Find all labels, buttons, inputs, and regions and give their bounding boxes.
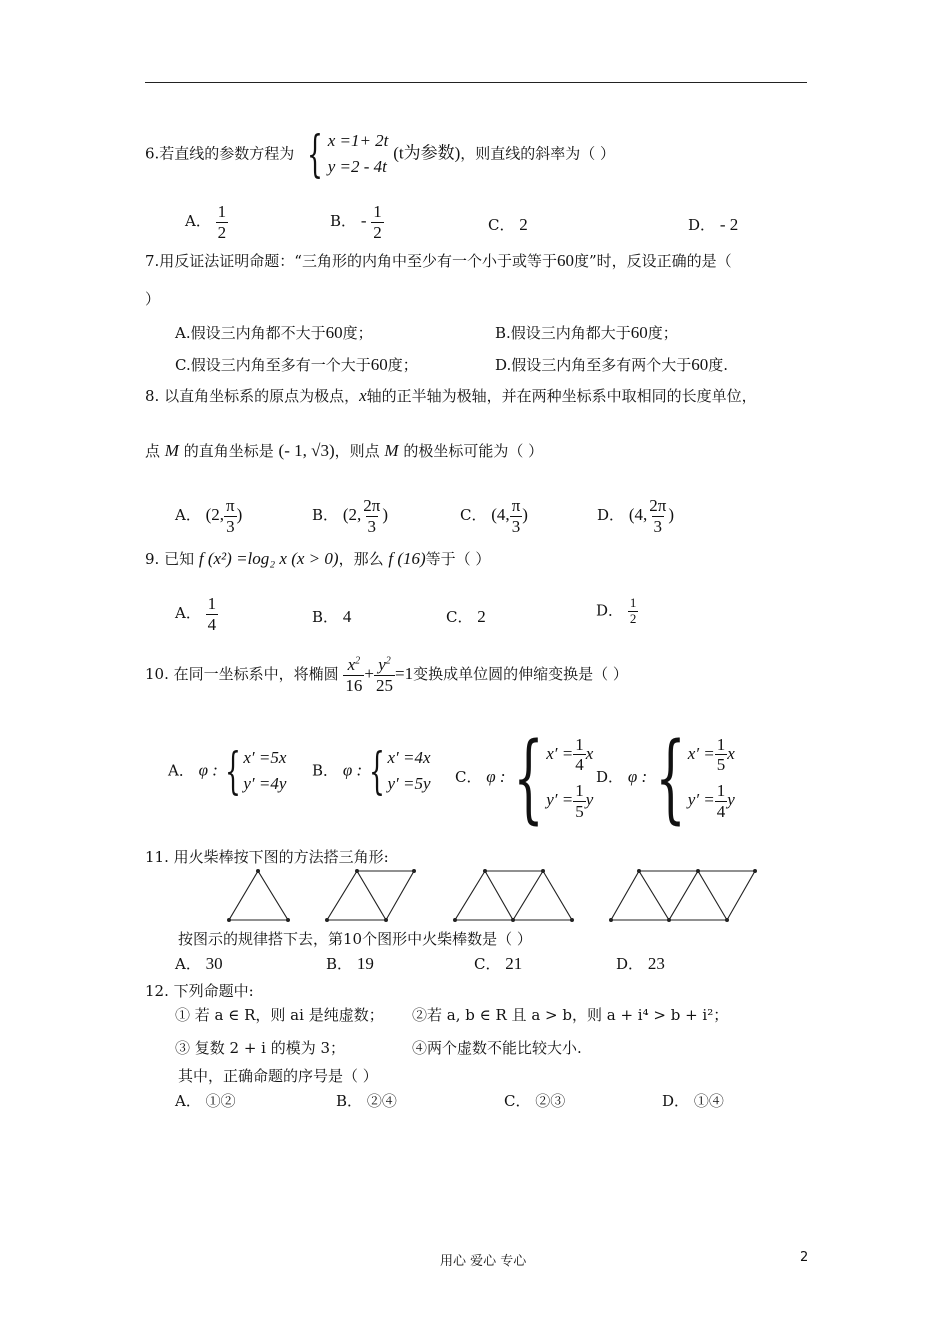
q10-a-phi: φ : bbox=[198, 760, 218, 780]
q10-y2: $y^2$ bbox=[378, 655, 391, 674]
q8-a-pre: (2, bbox=[205, 505, 225, 525]
q8-line2c: ，则点 bbox=[334, 442, 380, 460]
q12-a-letter: A． bbox=[175, 1092, 201, 1110]
q7-b-pre: B.假设三内角都大于 bbox=[495, 324, 631, 342]
q9-a-den: 4 bbox=[207, 614, 217, 634]
q6-b-letter: B． bbox=[330, 212, 357, 231]
q12-a-value: ①② bbox=[205, 1092, 236, 1110]
q7-d-post: 度. bbox=[708, 356, 729, 374]
q6-brace: { bbox=[307, 125, 323, 184]
q8-M: M bbox=[164, 441, 179, 460]
q9-c-value: 2 bbox=[477, 607, 486, 626]
q7-c-pre: C.假设三内角至多有一个大于 bbox=[175, 356, 371, 374]
q8-d-den: 3 bbox=[653, 516, 663, 536]
q8-line1a: 8. 以直角坐标系的原点为极点， bbox=[145, 387, 360, 405]
q12-p3: ③ 复数 2 + i 的模为 3； bbox=[175, 1039, 346, 1057]
q12-option-a bbox=[175, 1090, 236, 1111]
q7-d-num: 60 bbox=[691, 355, 709, 374]
question-10: 10. 在同一坐标系中，将椭圆 $\frac{x^2}{16}$ + $\frac{y^2}{25}$ =1变换成单位圆的伸缩变换是（ ） bbox=[145, 655, 628, 695]
q11-c-letter: C． bbox=[474, 955, 501, 973]
q9-a-num: 1 bbox=[207, 594, 217, 613]
q9-mid: ，那么 bbox=[338, 550, 384, 568]
q12-option-d bbox=[662, 1090, 724, 1111]
q9-b-letter: B． bbox=[312, 608, 339, 626]
q11-a-letter: A． bbox=[175, 955, 201, 973]
q10-c-row2: y′ = $\frac{1}{5}$ y bbox=[546, 781, 594, 821]
question-12 bbox=[145, 980, 254, 1001]
q10-b-l1: x′ =4x bbox=[387, 748, 431, 767]
q10-a-brace: { bbox=[224, 742, 241, 801]
q9-prefix: 9. 已知 bbox=[145, 550, 195, 568]
q8-c-den: 3 bbox=[511, 516, 521, 536]
q6-b-den: 2 bbox=[373, 222, 382, 242]
q10-b-l2: y′ =5y bbox=[387, 774, 431, 794]
q6-a-den: 2 bbox=[217, 222, 227, 242]
q10-c-letter: C． bbox=[455, 768, 482, 786]
q6-b-sign: - bbox=[360, 211, 367, 231]
q11-option-b bbox=[326, 953, 374, 974]
q7-a-num: 60 bbox=[325, 323, 343, 342]
q11-option-c bbox=[474, 953, 522, 974]
q10-c-brace: { bbox=[513, 722, 545, 834]
q10-25: 25 bbox=[376, 675, 393, 695]
q8-a-num: π bbox=[226, 496, 235, 515]
q12-c-letter: C． bbox=[504, 1092, 531, 1110]
figure-3 bbox=[455, 871, 572, 920]
q12-prop-2 bbox=[412, 1004, 728, 1025]
q10-suffix: 变换成单位圆的伸缩变换是（ ） bbox=[413, 665, 628, 684]
q10-b-brace: { bbox=[368, 742, 385, 801]
q7-b-post: 度； bbox=[647, 324, 678, 342]
q8-a-den: 3 bbox=[226, 516, 235, 536]
q8-a-letter: A． bbox=[175, 506, 201, 525]
q8-d-pre: (4, bbox=[628, 505, 648, 525]
figure-1 bbox=[229, 871, 288, 920]
q6-d-value: - 2 bbox=[719, 215, 739, 234]
q8-b-den: 3 bbox=[367, 516, 377, 536]
q8-d-post: ) bbox=[668, 505, 674, 525]
q7-text3: ） bbox=[145, 290, 161, 308]
q10-d-d2: 4 bbox=[716, 801, 726, 821]
q11-question: 按图示的规律搭下去，第10个图形中火柴棒数是（ ） bbox=[178, 930, 532, 948]
q10-d-brace: { bbox=[655, 722, 686, 834]
q6-a-num: 1 bbox=[217, 202, 227, 221]
q8-b-post: ) bbox=[382, 505, 388, 525]
q8-line2a: 点 bbox=[145, 442, 161, 460]
q7-c-num: 60 bbox=[370, 355, 388, 374]
q7-text1: 7.用反证法证明命题：“三角形的内角中至少有一个小于或等于 bbox=[145, 252, 557, 270]
q9-func: f (x²) =log₂ x (x > 0) bbox=[198, 549, 339, 568]
q8-x: x bbox=[359, 386, 367, 405]
q12-option-c bbox=[504, 1090, 565, 1111]
q10-c-n1: 1 bbox=[575, 734, 584, 754]
q10-b-phi: φ : bbox=[342, 760, 363, 780]
q8-coord: (- 1, √3) bbox=[278, 441, 335, 460]
q12-prop-3 bbox=[175, 1037, 345, 1058]
q12-ask-text: 其中，正确命题的序号是（ ） bbox=[178, 1067, 378, 1085]
q12-prop-1 bbox=[175, 1004, 384, 1025]
q11-option-a bbox=[175, 953, 223, 974]
q8-b-num: 2π bbox=[363, 496, 381, 515]
q10-d-phi: φ : bbox=[627, 767, 648, 786]
q12-d-letter: D． bbox=[662, 1092, 690, 1110]
q10-d-letter: D． bbox=[596, 768, 624, 786]
q6-param: (t为参数) bbox=[393, 143, 461, 163]
page-footer: 用心 爱心 专心 bbox=[440, 1254, 527, 1269]
q10-d-d1: 5 bbox=[716, 755, 726, 775]
q6-eq1: x =1+ 2t bbox=[327, 131, 389, 150]
q8-c-post: ) bbox=[522, 505, 528, 525]
q10-a-l2: y′ =4y bbox=[243, 774, 287, 794]
q10-16: 16 bbox=[345, 675, 363, 695]
q11-c-value: 21 bbox=[505, 954, 523, 973]
q12-b-letter: B． bbox=[336, 1092, 363, 1110]
q8-M2: M bbox=[384, 441, 399, 460]
q10-c-phi: φ : bbox=[486, 767, 506, 786]
q11-d-letter: D． bbox=[616, 955, 644, 973]
q10-a-l1: x′ =5x bbox=[243, 748, 287, 767]
q8-line2b: 的直角坐标是 bbox=[183, 442, 274, 460]
page-number: 2 bbox=[800, 1250, 809, 1265]
q9-d-num: 1 bbox=[629, 595, 637, 610]
q7-a-pre: A.假设三内角都不大于 bbox=[175, 324, 326, 342]
figure-4 bbox=[611, 871, 755, 920]
q12-b-value: ②④ bbox=[366, 1092, 397, 1110]
q9-a-letter: A． bbox=[175, 604, 201, 623]
q10-eq: =1 bbox=[395, 664, 414, 684]
q9-b-value: 4 bbox=[342, 607, 352, 626]
q7-b-num: 60 bbox=[630, 323, 648, 342]
q10-c-d1: 4 bbox=[575, 755, 584, 775]
q10-a-letter: A． bbox=[168, 761, 194, 780]
q10-b-letter: B． bbox=[312, 761, 339, 780]
q8-line1b: 轴的正半轴为极轴，并在两种坐标系中取相同的长度单位， bbox=[366, 387, 757, 405]
q6-suffix: ，则直线的斜率为（ ） bbox=[460, 144, 616, 163]
q10-c-d2: 5 bbox=[575, 801, 584, 821]
q7-d-pre: D.假设三内角至多有两个大于 bbox=[495, 356, 692, 374]
q9-d-letter: D． bbox=[596, 601, 624, 620]
q6-eq2: y =2 - 4t bbox=[327, 157, 387, 177]
q11-title: 11. 用火柴棒按下图的方法搭三角形: bbox=[145, 848, 389, 866]
q10-prefix: 10. 在同一坐标系中，将椭圆 bbox=[145, 665, 339, 684]
q12-p1: ① 若 a ∈ R，则 ai 是纯虚数； bbox=[175, 1006, 384, 1024]
q11-option-d bbox=[616, 953, 665, 974]
q8-a-post: ) bbox=[236, 505, 243, 525]
q7-text2: 度”时，反设正确的是（ bbox=[573, 252, 732, 270]
q8-line2d: 的极坐标可能为（ ） bbox=[403, 442, 544, 460]
q8-c-pre: (4, bbox=[491, 505, 510, 525]
q11-text bbox=[178, 928, 532, 949]
q12-title: 12. 下列命题中: bbox=[145, 982, 254, 1000]
q9-f16: f (16) bbox=[388, 549, 426, 568]
q10-c-row1: x′ = $\frac{1}{4}$ x bbox=[546, 734, 594, 775]
q12-d-value: ①④ bbox=[693, 1092, 724, 1110]
q9-c-letter: C． bbox=[446, 608, 473, 626]
q8-c-letter: C． bbox=[460, 506, 487, 525]
q12-p4: ④两个虚数不能比较大小. bbox=[412, 1039, 582, 1057]
q11-a-value: 30 bbox=[205, 954, 223, 973]
q9-d-den: 2 bbox=[629, 610, 637, 626]
q9-suffix: 等于（ ） bbox=[425, 550, 491, 568]
q6-b-num: 1 bbox=[373, 202, 382, 221]
q8-d-num: 2π bbox=[649, 496, 667, 515]
q6-c-value: 2 bbox=[519, 215, 528, 234]
q6-c-letter: C． bbox=[488, 216, 515, 234]
q10-d-n1: 1 bbox=[716, 734, 726, 754]
q10-c-n2: 1 bbox=[575, 781, 584, 800]
q10-d-row2: y′ = $\frac{1}{4}$ y bbox=[687, 781, 735, 821]
q8-d-letter: D． bbox=[597, 506, 625, 525]
q12-p2: ②若 a, b ∈ R 且 a > b，则 a + i⁴ > b + i²； bbox=[412, 1006, 729, 1024]
q8-b-pre: (2, bbox=[342, 505, 362, 525]
q7-a-post: 度； bbox=[342, 324, 373, 342]
q6-a-letter: A． bbox=[185, 212, 211, 231]
q10-d-n2: 1 bbox=[716, 781, 726, 800]
q12-ask bbox=[178, 1065, 378, 1086]
q11-b-letter: B． bbox=[326, 955, 353, 973]
q6-d-letter: D． bbox=[688, 216, 716, 234]
q12-option-b bbox=[336, 1090, 397, 1111]
q10-x2: $x^2$ bbox=[347, 655, 361, 674]
q12-prop-4 bbox=[412, 1037, 582, 1058]
q11-b-value: 19 bbox=[356, 954, 374, 973]
q8-b-letter: B． bbox=[312, 506, 339, 525]
q12-c-value: ②③ bbox=[535, 1092, 566, 1110]
q7-c-post: 度； bbox=[387, 356, 418, 374]
q11-d-value: 23 bbox=[647, 954, 665, 973]
q7-sixty: 60 bbox=[556, 251, 574, 270]
q6-prefix: 6.若直线的参数方程为 bbox=[145, 144, 295, 163]
q10-d-row1: x′ = $\frac{1}{5}$ x bbox=[687, 734, 735, 775]
q8-c-num: π bbox=[511, 496, 521, 515]
figure-2 bbox=[327, 871, 414, 920]
